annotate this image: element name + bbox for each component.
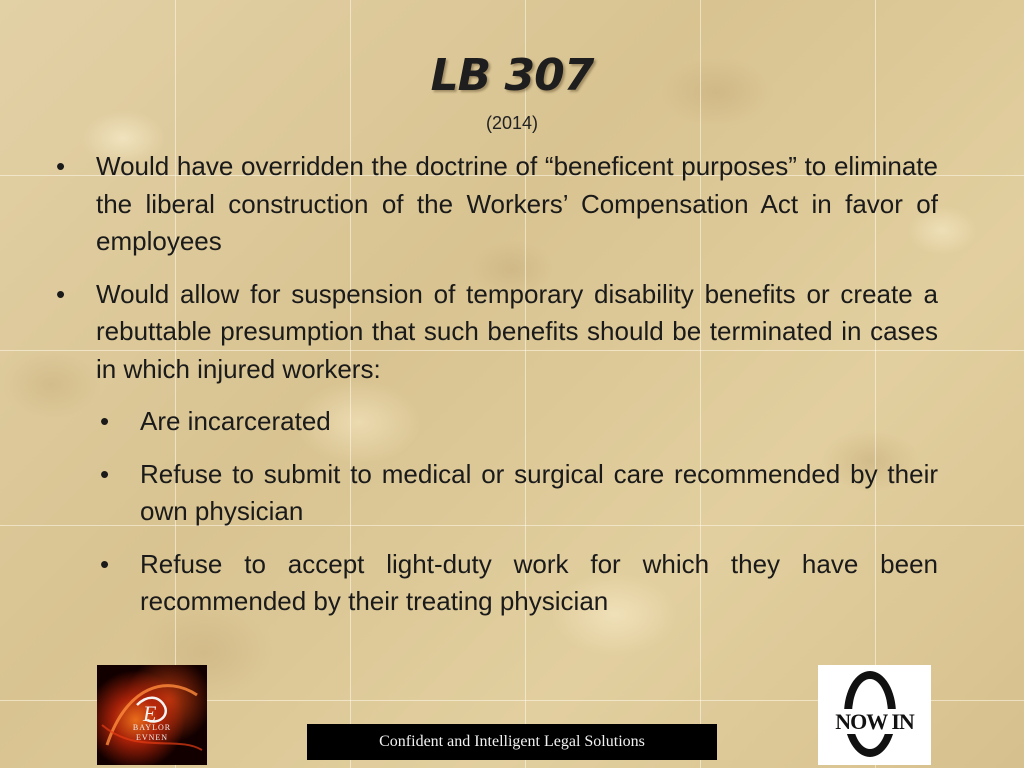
logo-line-baylor: BAYLOR [132, 723, 172, 732]
footer-tagline-bar [307, 724, 717, 760]
bullet-marker: • [100, 406, 110, 436]
slide-subtitle: (2014) [485, 113, 539, 133]
now-in-text-wrap [818, 709, 931, 735]
slide-title: LB 307 [430, 50, 594, 101]
now-in-text: NOW IN [835, 709, 914, 734]
bullet-item [56, 148, 938, 261]
now-in-logo [818, 665, 931, 765]
baylor-evnen-logo [97, 665, 207, 765]
bullet-item [56, 276, 938, 389]
sub-bullet-item [100, 546, 938, 621]
bullet-marker: • [56, 278, 66, 309]
baylor-evnen-logo-icon [97, 665, 207, 765]
bullet-marker: • [56, 151, 66, 181]
bullet-text: Would allow for suspension of temporary disability benefits or create a rebuttable presumption that such benefits should be terminated in cases in which injured workers: [96, 278, 938, 384]
bullet-text: Are incarcerated [140, 406, 331, 436]
bullet-text: Refuse to accept light-duty work for which they have been recommended by their treating physician [140, 548, 938, 616]
sub-bullet-item [100, 403, 938, 441]
bullet-text: Refuse to submit to medical or surgical care recommended by their own physician [140, 458, 938, 526]
bullet-marker: • [100, 548, 110, 579]
bullet-text: Would have overridden the doctrine of “beneficent purposes” to eliminate the liberal construction of the Workers’ Compensation Act in favor of employees [96, 151, 938, 256]
bullet-marker: • [100, 458, 110, 489]
slide-body [56, 148, 938, 636]
svg-text:E: E [143, 701, 157, 726]
logo-line-evnen: EVNEN [135, 733, 169, 742]
footer-tagline: Confident and Intelligent Legal Solutions [379, 733, 645, 750]
sub-bullet-item [100, 456, 938, 531]
